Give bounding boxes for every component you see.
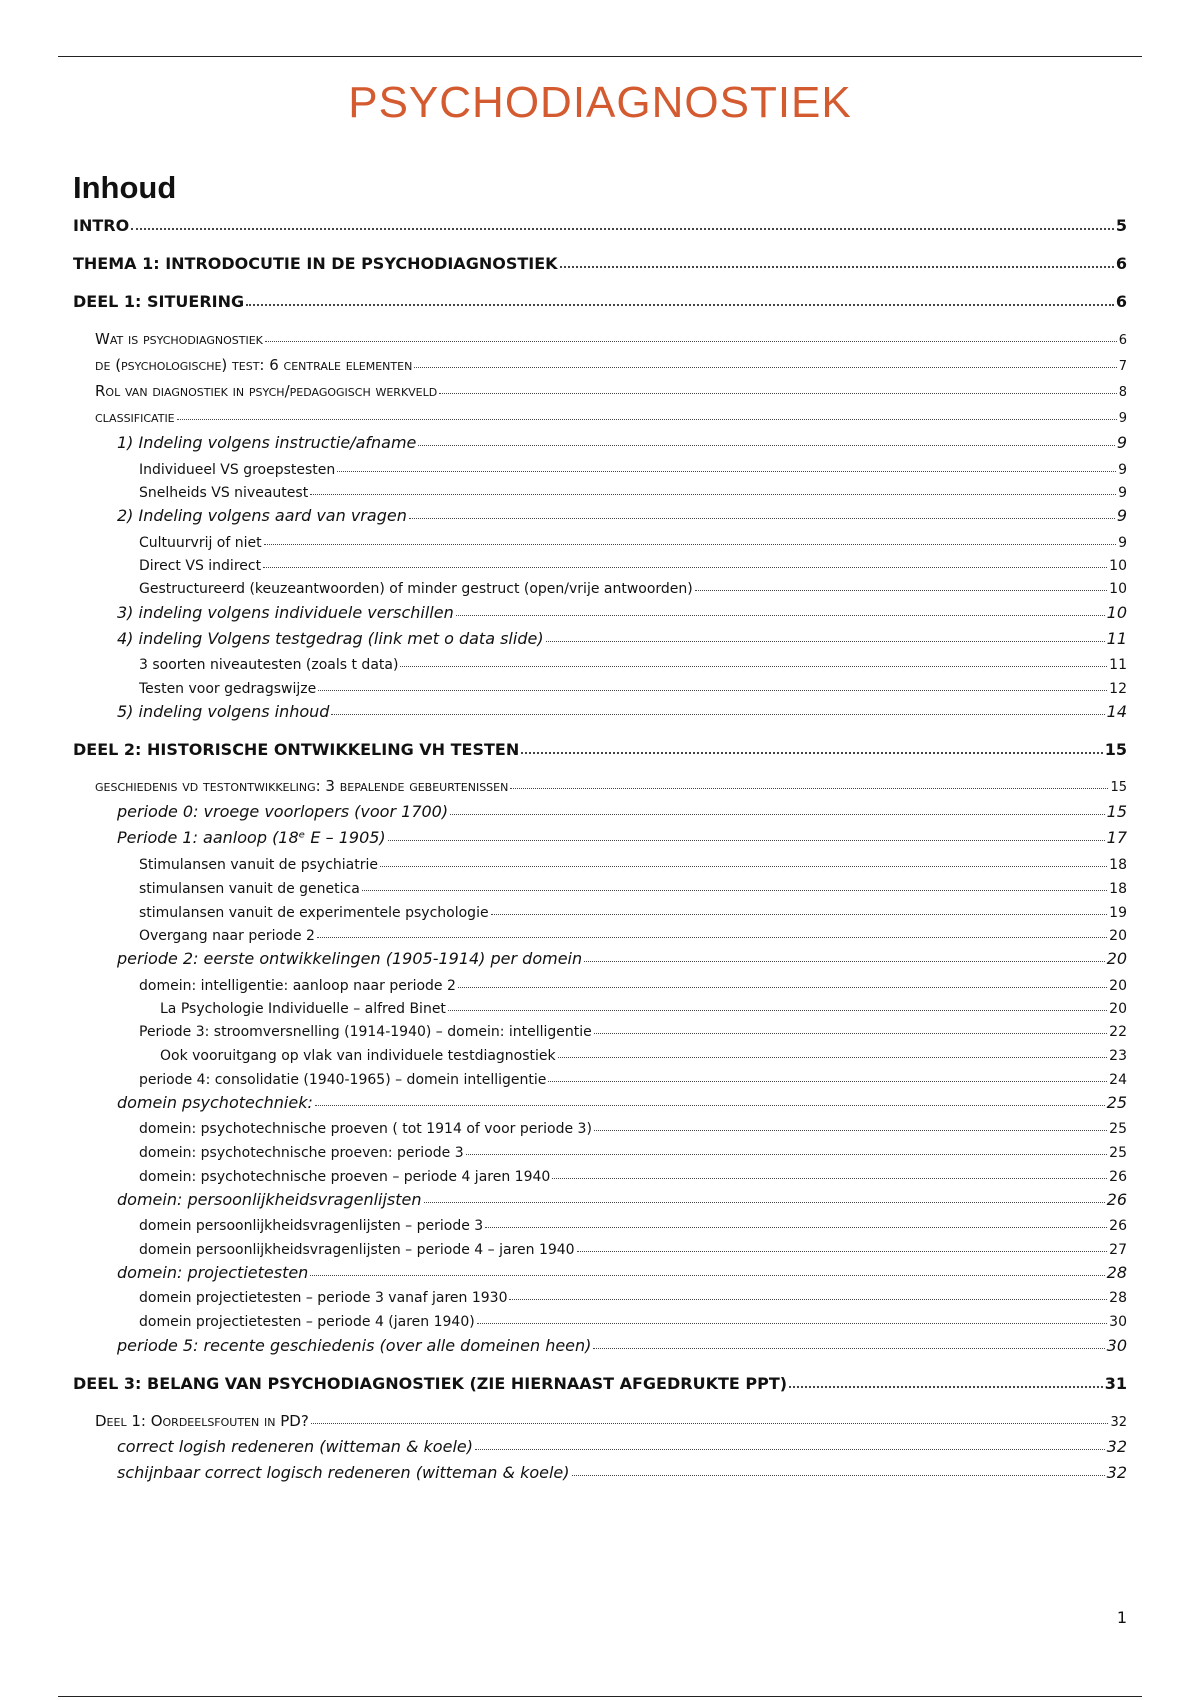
- toc-entry[interactable]: [95, 376, 1127, 400]
- toc-entry[interactable]: [73, 211, 1127, 235]
- toc-entry-page: 17: [1106, 828, 1127, 847]
- toc-entry-title: INTRO: [73, 216, 130, 235]
- toc-entry-title: classificatie: [95, 408, 175, 426]
- toc-dot-leader: [466, 1154, 1108, 1155]
- toc-entry[interactable]: [73, 1369, 1127, 1393]
- toc-entry[interactable]: [117, 1331, 1127, 1355]
- toc-entry-page: 32: [1106, 1437, 1127, 1456]
- toc-entry-page: 9: [1118, 485, 1127, 501]
- toc-entry-title: domein persoonlijkheidsvragenlijsten – periode 3: [139, 1218, 484, 1234]
- toc-entry-page: 23: [1109, 1048, 1127, 1064]
- toc-entry[interactable]: [73, 287, 1127, 311]
- toc-entry-title: Individueel VS groepstesten: [139, 462, 336, 478]
- toc-entry-title: Overgang naar periode 2: [139, 928, 315, 944]
- toc-entry[interactable]: [139, 920, 1127, 944]
- toc-dot-leader: [439, 393, 1116, 394]
- toc-entry-title: Gestructureerd (keuzeantwoorden) of minder gestruct (open/vrije antwoorden): [139, 581, 693, 597]
- toc-entry-page: 20: [1106, 949, 1127, 968]
- toc-entry[interactable]: [117, 428, 1127, 452]
- toc-dot-leader: [594, 1130, 1107, 1131]
- toc-entry[interactable]: [117, 1185, 1127, 1209]
- toc-entry-page: 19: [1109, 905, 1127, 921]
- toc-entry[interactable]: [139, 477, 1127, 501]
- toc-dot-leader: [409, 518, 1115, 519]
- toc-entry[interactable]: [117, 598, 1127, 622]
- toc-entry-page: 9: [1116, 506, 1127, 525]
- toc-dot-leader: [521, 752, 1102, 754]
- toc-entry-page: 8: [1118, 385, 1127, 400]
- toc-entry[interactable]: [117, 944, 1127, 968]
- toc-dot-leader: [264, 544, 1116, 545]
- toc-entry-page: 32: [1106, 1463, 1127, 1482]
- toc-dot-leader: [337, 471, 1116, 472]
- toc-dot-leader: [552, 1178, 1107, 1179]
- toc-entry-page: 9: [1118, 535, 1127, 551]
- toc-entry-title: Direct VS indirect: [139, 558, 262, 574]
- toc-dot-leader: [789, 1386, 1103, 1388]
- toc-entry-page: 15: [1110, 780, 1127, 795]
- toc-entry-page: 10: [1109, 581, 1127, 597]
- toc-entry[interactable]: [139, 1161, 1127, 1185]
- toc-entry-title: 3 soorten niveautesten (zoals t data): [139, 657, 399, 673]
- toc-entry-page: 24: [1109, 1072, 1127, 1088]
- toc-dot-leader: [572, 1475, 1105, 1476]
- toc-entry-page: 26: [1109, 1218, 1127, 1234]
- toc-entry[interactable]: [139, 454, 1127, 478]
- toc-dot-leader: [509, 1299, 1107, 1300]
- toc-entry-title: Cultuurvrij of niet: [139, 535, 262, 551]
- toc-entry[interactable]: [95, 402, 1127, 426]
- document-title: PSYCHODIAGNOSTIEK: [348, 78, 852, 127]
- toc-entry-title: 5) indeling volgens inhoud: [117, 702, 330, 721]
- toc-dot-leader: [491, 914, 1108, 915]
- toc-entry-title: geschiedenis vd testontwikkeling: 3 bepalende gebeurtenissen: [95, 777, 509, 795]
- toc-entry-page: 12: [1109, 681, 1127, 697]
- toc-entry-title: 2) Indeling volgens aard van vragen: [117, 506, 407, 525]
- toc-entry-page: 27: [1109, 1242, 1127, 1258]
- toc-entry-page: 15: [1104, 740, 1127, 759]
- toc-entry-title: Deel 1: Oordeelsfouten in PD?: [95, 1412, 309, 1430]
- toc-entry-title: Ook vooruitgang op vlak van individuele testdiagnostiek: [160, 1048, 556, 1064]
- toc-dot-leader: [448, 1010, 1107, 1011]
- toc-entry-page: 30: [1109, 1314, 1127, 1330]
- toc-dot-leader: [265, 341, 1117, 342]
- toc-dot-leader: [584, 961, 1105, 962]
- toc-entry[interactable]: [139, 1234, 1127, 1258]
- toc-entry-page: 20: [1109, 928, 1127, 944]
- toc-entry-title: DEEL 2: HISTORISCHE ONTWIKKELING VH TESTEN: [73, 740, 520, 759]
- toc-entry-page: 5: [1115, 216, 1127, 235]
- toc-dot-leader: [418, 445, 1114, 446]
- toc-dot-leader: [548, 1081, 1107, 1082]
- bottom-rule: [58, 1696, 1142, 1697]
- toc-entry[interactable]: [95, 1406, 1127, 1430]
- toc-entry[interactable]: [160, 1040, 1127, 1064]
- toc-entry[interactable]: [117, 697, 1127, 721]
- toc-dot-leader: [246, 304, 1114, 306]
- toc-entry-page: 10: [1109, 558, 1127, 574]
- toc-entry-page: 11: [1106, 629, 1127, 648]
- toc-entry-title: de (psychologische) test: 6 centrale elementen: [95, 356, 413, 374]
- toc-entry-title: 4) indeling Volgens testgedrag (link met o data slide): [117, 629, 544, 648]
- toc-entry-title: domein projectietesten – periode 3 vanaf jaren 1930: [139, 1290, 508, 1306]
- toc-entry[interactable]: [139, 673, 1127, 697]
- page-number: 1: [1116, 1608, 1127, 1627]
- toc-dot-leader: [414, 367, 1116, 368]
- toc-entry-title: periode 4: consolidatie (1940-1965) – domein intelligentie: [139, 1072, 547, 1088]
- toc-entry-title: 1) Indeling volgens instructie/afname: [117, 433, 417, 452]
- toc-dot-leader: [310, 1275, 1104, 1276]
- toc-dot-leader: [331, 714, 1104, 715]
- toc-entry[interactable]: [139, 527, 1127, 551]
- toc-entry[interactable]: [139, 1113, 1127, 1137]
- toc-entry[interactable]: [139, 550, 1127, 574]
- toc-entry-page: 28: [1106, 1263, 1127, 1282]
- toc-entry-page: 26: [1109, 1169, 1127, 1185]
- toc-entry-title: DEEL 3: BELANG VAN PSYCHODIAGNOSTIEK (ZIE HIERNAAST AFGEDRUKTE PPT): [73, 1374, 788, 1393]
- toc-entry-page: 25: [1109, 1145, 1127, 1161]
- toc-entry[interactable]: [117, 823, 1127, 847]
- toc-entry[interactable]: [95, 350, 1127, 374]
- toc-entry[interactable]: [117, 1088, 1127, 1112]
- toc-entry-title: DEEL 1: SITUERING: [73, 292, 245, 311]
- toc-entry-page: 25: [1106, 1093, 1127, 1112]
- toc-entry-page: 6: [1115, 254, 1127, 273]
- toc-entry[interactable]: [117, 797, 1127, 821]
- toc-entry-title: periode 0: vroege voorlopers (voor 1700): [117, 802, 449, 821]
- toc-dot-leader: [362, 890, 1107, 891]
- toc-dot-leader: [380, 866, 1107, 867]
- toc-entry-title: periode 5: recente geschiedenis (over alle domeinen heen): [117, 1336, 592, 1355]
- toc-entry-page: 7: [1118, 359, 1127, 374]
- toc-entry-page: 26: [1106, 1190, 1127, 1209]
- toc-entry-title: domein: psychotechnische proeven – periode 4 jaren 1940: [139, 1169, 551, 1185]
- toc-entry-title: stimulansen vanuit de genetica: [139, 881, 360, 897]
- toc-entry-title: domein: psychotechnische proeven: periode 3: [139, 1145, 464, 1161]
- toc-entry[interactable]: [139, 1306, 1127, 1330]
- toc-dot-leader: [558, 1057, 1108, 1058]
- toc-dot-leader: [458, 987, 1107, 988]
- toc-dot-leader: [475, 1449, 1105, 1450]
- toc-entry-title: Periode 1: aanloop (18ᵉ E – 1905): [117, 828, 386, 847]
- toc-entry-page: 20: [1109, 978, 1127, 994]
- toc-entry-page: 6: [1115, 292, 1127, 311]
- toc-entry[interactable]: [139, 1210, 1127, 1234]
- toc-entry-title: Rol van diagnostiek in psych/pedagogisch werkveld: [95, 382, 438, 400]
- toc-entry-title: periode 2: eerste ontwikkelingen (1905-1914) per domein: [117, 949, 583, 968]
- toc-dot-leader: [400, 666, 1107, 667]
- toc-dot-leader: [388, 840, 1105, 841]
- toc-entry-title: domein persoonlijkheidsvragenlijsten – periode 4 – jaren 1940: [139, 1242, 575, 1258]
- toc-entry-page: 20: [1109, 1001, 1127, 1017]
- toc-entry[interactable]: [117, 624, 1127, 648]
- toc-entry-page: 11: [1109, 657, 1127, 673]
- toc-entry[interactable]: [139, 897, 1127, 921]
- toc-entry-title: domein: intelligentie: aanloop naar periode 2: [139, 978, 456, 994]
- toc-entry-title: stimulansen vanuit de experimentele psychologie: [139, 905, 489, 921]
- toc-entry-title: correct logish redeneren (witteman & koele): [117, 1437, 473, 1456]
- toc-entry[interactable]: [139, 1282, 1127, 1306]
- toc-dot-leader: [310, 494, 1116, 495]
- toc-dot-leader: [317, 937, 1107, 938]
- toc-entry[interactable]: [139, 873, 1127, 897]
- toc-entry-page: 30: [1106, 1336, 1127, 1355]
- toc-entry-page: 10: [1106, 603, 1127, 622]
- toc-entry-page: 28: [1109, 1290, 1127, 1306]
- toc-entry-title: Snelheids VS niveautest: [139, 485, 309, 501]
- toc-entry-title: La Psychologie Individuelle – alfred Binet: [160, 1001, 446, 1017]
- toc-entry[interactable]: [117, 501, 1127, 525]
- toc-entry-title: THEMA 1: INTRODOCUTIE IN DE PSYCHODIAGNOSTIEK: [73, 254, 558, 273]
- toc-entry[interactable]: [73, 249, 1127, 273]
- toc-entry-title: 3) indeling volgens individuele verschillen: [117, 603, 454, 622]
- toc-entry[interactable]: [160, 993, 1127, 1017]
- toc-entry[interactable]: [95, 771, 1127, 795]
- toc-dot-leader: [318, 690, 1107, 691]
- toc-entry-page: 25: [1109, 1121, 1127, 1137]
- toc-entry-title: domein: psychotechnische proeven ( tot 1914 of voor periode 3): [139, 1121, 592, 1137]
- toc-dot-leader: [594, 1033, 1107, 1034]
- toc-entry[interactable]: [73, 735, 1127, 759]
- toc-heading: Inhoud: [73, 170, 177, 205]
- toc-entry-page: 18: [1109, 857, 1127, 873]
- toc-dot-leader: [593, 1348, 1104, 1349]
- toc-entry[interactable]: [139, 573, 1127, 597]
- toc-entry[interactable]: [139, 970, 1127, 994]
- toc-entry-page: 15: [1106, 802, 1127, 821]
- toc-entry-page: 9: [1118, 411, 1127, 426]
- toc-dot-leader: [695, 590, 1107, 591]
- toc-entry-title: Wat is psychodiagnostiek: [95, 330, 263, 348]
- toc-entry[interactable]: [117, 1258, 1127, 1282]
- toc-entry-page: 14: [1106, 702, 1127, 721]
- toc-dot-leader: [477, 1323, 1107, 1324]
- toc-entry[interactable]: [139, 1064, 1127, 1088]
- toc-entry-page: 9: [1116, 433, 1127, 452]
- toc-entry-title: domein: persoonlijkheidsvragenlijsten: [117, 1190, 422, 1209]
- toc-dot-leader: [485, 1227, 1107, 1228]
- toc-entry[interactable]: [139, 649, 1127, 673]
- toc-entry[interactable]: [139, 1137, 1127, 1161]
- toc-entry[interactable]: [139, 849, 1127, 873]
- toc-dot-leader: [560, 266, 1114, 268]
- toc-entry-title: Periode 3: stroomversnelling (1914-1940) – domein: intelligentie: [139, 1024, 592, 1040]
- toc-entry[interactable]: [139, 1016, 1127, 1040]
- toc-entry-page: 32: [1110, 1415, 1127, 1430]
- toc-dot-leader: [577, 1251, 1108, 1252]
- toc-entry[interactable]: [117, 1458, 1127, 1482]
- toc-entry-page: 18: [1109, 881, 1127, 897]
- toc-entry-title: Stimulansen vanuit de psychiatrie: [139, 857, 378, 873]
- toc-dot-leader: [450, 814, 1105, 815]
- toc-entry-title: domein projectietesten – periode 4 (jaren 1940): [139, 1314, 475, 1330]
- toc-dot-leader: [311, 1423, 1109, 1424]
- toc-entry-title: domein psychotechniek:: [117, 1093, 313, 1112]
- toc-entry-page: 22: [1109, 1024, 1127, 1040]
- toc-entry-page: 31: [1104, 1374, 1127, 1393]
- toc-dot-leader: [510, 788, 1108, 789]
- toc-entry-title: domein: projectietesten: [117, 1263, 309, 1282]
- toc-entry[interactable]: [117, 1432, 1127, 1456]
- toc-entry-title: schijnbaar correct logisch redeneren (witteman & koele): [117, 1463, 570, 1482]
- toc-entry-page: 9: [1118, 462, 1127, 478]
- toc-dot-leader: [546, 641, 1105, 642]
- toc-dot-leader: [456, 615, 1105, 616]
- toc-entry-title: Testen voor gedragswijze: [139, 681, 317, 697]
- toc-dot-leader: [131, 228, 1114, 230]
- toc-dot-leader: [424, 1202, 1105, 1203]
- toc-dot-leader: [177, 419, 1117, 420]
- toc-entry[interactable]: [95, 324, 1127, 348]
- toc-entry-page: 6: [1118, 333, 1127, 348]
- toc-dot-leader: [315, 1105, 1105, 1106]
- toc-dot-leader: [263, 567, 1107, 568]
